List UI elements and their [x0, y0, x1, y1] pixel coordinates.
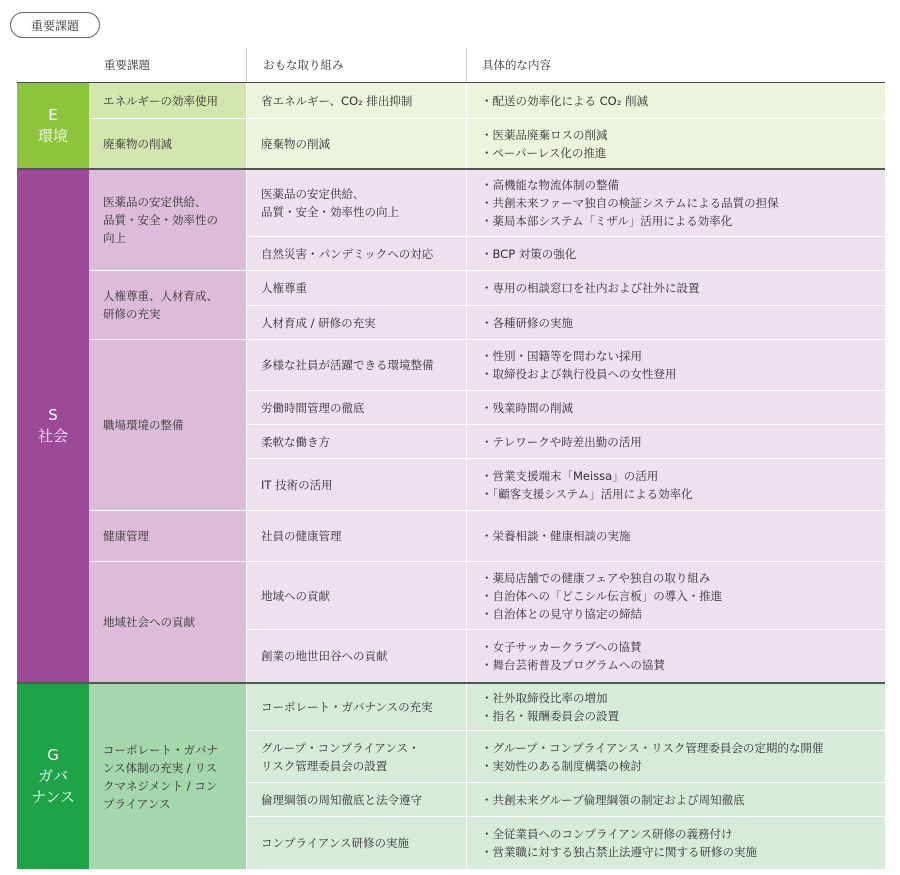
action-text: 自然災害・パンデミックへの対応 — [261, 246, 434, 261]
detail-line: ・高機能な物流体制の整備 — [481, 178, 619, 192]
detail-cell — [466, 425, 885, 458]
issue-cell — [89, 562, 246, 682]
issue-text: 健康管理 — [103, 529, 149, 543]
action-text: 社員の健康管理 — [261, 529, 342, 543]
action-text: 人権尊重 — [261, 281, 307, 295]
action-text: 柔軟な働き方 — [261, 434, 330, 449]
detail-line: ・舞台芸術普及プログラムへの協賛 — [481, 658, 665, 672]
issue-line: クマネジメント / コン — [103, 778, 218, 793]
action-line: グループ・コンプライアンス・ — [261, 740, 420, 755]
action-text: 人材育成 / 研修の充実 — [261, 315, 376, 330]
detail-cell — [466, 170, 885, 236]
label-name: ナンス — [31, 788, 75, 806]
issue-line: 研修の充実 — [103, 307, 161, 321]
detail-line: ・自治体への「どこシル伝言板」の導入・推進 — [481, 588, 723, 603]
detail-text: ・テレワークや時差出勤の活用 — [481, 434, 642, 449]
issue-text: 職場環境の整備 — [103, 418, 184, 432]
action-text: 廃棄物の削減 — [261, 136, 330, 151]
action-cell — [246, 306, 466, 339]
detail-cell — [466, 630, 885, 682]
issue-text: 廃棄物の削減 — [103, 136, 172, 151]
section-environment — [17, 83, 885, 168]
issue-line: コーポレート・ガバナ — [103, 742, 218, 757]
issue-line: ンス体制の充実 / リス — [103, 760, 218, 775]
action-cell — [246, 83, 466, 118]
label-name: ガバ — [37, 767, 68, 785]
action-text: 地域への貢献 — [261, 588, 330, 603]
action-cell — [246, 817, 466, 869]
detail-line: ・営業支援端末「Meissa」の活用 — [481, 468, 659, 483]
section-label-s — [17, 170, 89, 682]
action-cell — [246, 237, 466, 270]
detail-line: ・医薬品廃棄ロスの削減 — [481, 127, 608, 142]
action-line: リスク管理委員会の設置 — [261, 758, 388, 773]
detail-text: ・専用の相談窓口を社内および社外に設置 — [481, 281, 700, 295]
action-cell — [246, 271, 466, 305]
action-cell — [246, 511, 466, 561]
label-name: 環境 — [37, 126, 68, 145]
section-label-e — [17, 83, 89, 168]
label-letter: G — [47, 746, 59, 764]
detail-cell — [466, 783, 885, 816]
section-divider — [17, 168, 885, 170]
detail-line: ・指名・報酬委員会の設置 — [481, 709, 619, 723]
detail-text: ・BCP 対策の強化 — [481, 246, 577, 261]
issue-line: プライアンス — [103, 796, 171, 811]
issue-cell — [89, 684, 246, 869]
issue-line: 品質・安全・効率性の — [103, 213, 218, 227]
action-text: コーポレート・ガバナンスの充実 — [261, 700, 433, 714]
section-title-pill — [10, 12, 100, 38]
action-cell — [246, 340, 466, 390]
detail-cell — [466, 83, 885, 118]
detail-text: ・各種研修の実施 — [481, 315, 573, 330]
detail-cell — [466, 340, 885, 390]
issue-text: 地域社会への貢献 — [103, 615, 195, 629]
detail-cell — [466, 684, 885, 730]
issue-cell — [89, 119, 246, 168]
issue-cell — [89, 511, 246, 561]
action-cell — [246, 731, 466, 782]
detail-cell — [466, 391, 885, 424]
action-text: コンプライアンス研修の実施 — [261, 836, 410, 850]
detail-cell — [466, 271, 885, 305]
action-text: 省エネルギー、CO₂ 排出抑制 — [261, 93, 413, 108]
label-letter: E — [48, 105, 58, 124]
detail-cell — [466, 511, 885, 561]
section-title: 重要課題 — [30, 18, 79, 33]
detail-cell — [466, 237, 885, 270]
action-cell — [246, 425, 466, 458]
detail-line: ・取締役および執行役員への女性登用 — [481, 367, 677, 381]
action-cell — [246, 119, 466, 168]
header-issue: 重要課題 — [104, 58, 150, 72]
detail-line: ・グループ・コンプライアンス・リスク管理委員会の定期的な開催 — [481, 740, 824, 755]
issue-cell — [89, 83, 246, 118]
issue-line: 向上 — [103, 231, 126, 245]
action-line: 医薬品の安定供給、 — [261, 187, 365, 201]
action-text: 創業の地世田谷への貢献 — [261, 649, 388, 663]
action-cell — [246, 170, 466, 236]
detail-line: ・薬局店舗での健康フェアや独自の取り組み — [481, 570, 711, 585]
detail-text: ・配送の効率化による CO₂ 削減 — [481, 93, 649, 108]
action-cell — [246, 783, 466, 816]
detail-cell — [466, 306, 885, 339]
detail-line: ・社外取締役比率の増加 — [481, 691, 608, 705]
detail-line: ・営業職に対する独占禁止法遵守に関する研修の実施 — [481, 845, 757, 859]
detail-line: ・女子サッカークラブへの協賛 — [481, 640, 642, 654]
action-cell — [246, 630, 466, 682]
issue-cell — [89, 340, 246, 510]
header-detail: 具体的な内容 — [482, 58, 551, 72]
detail-text: ・残業時間の削減 — [481, 400, 573, 415]
detail-cell — [466, 731, 885, 782]
detail-line: ・性別・国籍等を問わない採用 — [481, 349, 642, 363]
detail-line: ・薬局本部システム「ミザル」活用による効率化 — [481, 214, 733, 228]
header-separator — [466, 48, 467, 82]
issue-cell — [89, 271, 246, 339]
detail-line: ・自治体との見守り協定の締結 — [481, 606, 642, 621]
header-separator — [246, 48, 247, 82]
action-cell — [246, 684, 466, 730]
detail-cell — [466, 562, 885, 629]
detail-line: ・共創未来ファーマ独自の検証システムによる品質の担保 — [481, 196, 779, 210]
label-name: 社会 — [37, 427, 68, 445]
detail-cell — [466, 119, 885, 168]
action-text: 多様な社員が活躍できる環境整備 — [261, 358, 434, 372]
detail-line: ・「顧客支援システム」活用による効率化 — [481, 486, 693, 501]
section-label-g — [17, 684, 89, 869]
action-text: 倫理綱領の周知徹底と法令遵守 — [261, 792, 422, 807]
issue-line: 人権尊重、人材育成、 — [103, 289, 218, 303]
issue-text: エネルギーの効率使用 — [103, 93, 218, 108]
detail-cell — [466, 817, 885, 869]
detail-text: ・栄養相談・健康相談の実施 — [481, 529, 631, 543]
section-social — [17, 170, 885, 682]
detail-text: ・共創未来グループ倫理綱領の制定および周知徹底 — [481, 792, 745, 807]
action-cell — [246, 391, 466, 424]
issue-cell — [89, 170, 246, 270]
issue-line: 医薬品の安定供給、 — [103, 195, 207, 209]
section-divider — [17, 682, 885, 684]
action-text: 労働時間管理の徹底 — [261, 400, 365, 415]
header-action: おもな取り組み — [263, 58, 344, 72]
action-line: 品質・安全・効率性の向上 — [261, 205, 399, 219]
section-governance — [17, 684, 885, 869]
detail-line: ・全従業員へのコンプライアンス研修の義務付け — [481, 827, 733, 841]
detail-line: ・実効性のある制度構築の検討 — [481, 758, 642, 773]
detail-cell — [466, 459, 885, 510]
action-cell — [246, 459, 466, 510]
detail-line: ・ペーパーレス化の推進 — [481, 145, 607, 160]
action-cell — [246, 562, 466, 629]
action-text: IT 技術の活用 — [261, 477, 333, 492]
label-letter: S — [48, 406, 58, 424]
